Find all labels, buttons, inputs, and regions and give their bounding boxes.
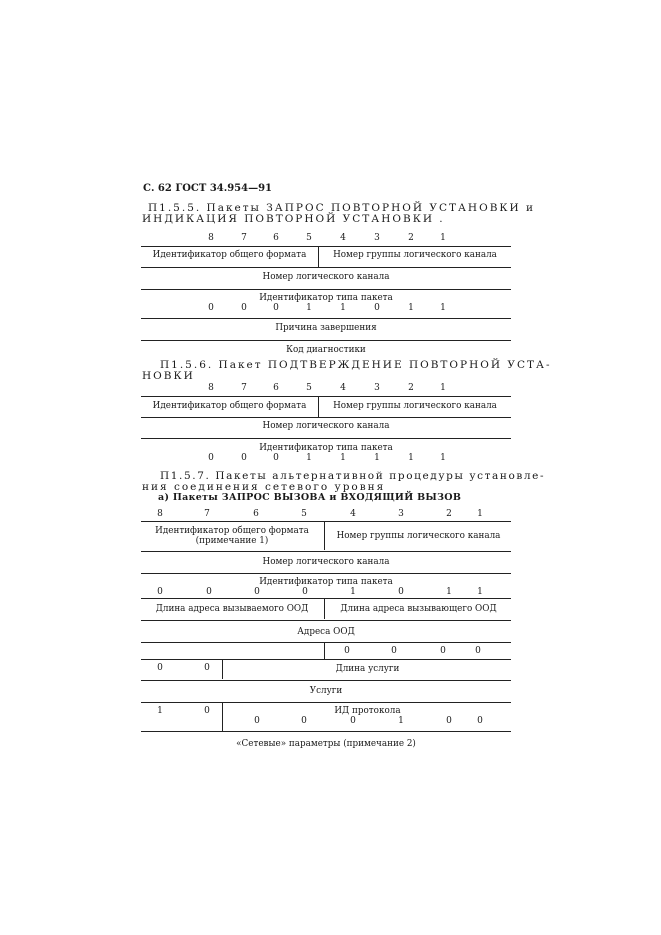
bit-4: 4 [350, 509, 356, 519]
bit-1: 1 [440, 233, 446, 243]
bit-2: 2 [408, 233, 414, 243]
bit-7: 7 [241, 383, 247, 393]
bit-value: 1 [398, 716, 404, 726]
rule [141, 289, 511, 290]
bit-5: 5 [306, 383, 312, 393]
section-1-5-6-title-line1: П1.5.6. Пакет ПОДТВЕРЖДЕНИЕ ПОВТОРНОЙ УСТА- [160, 359, 552, 371]
bit-value: 0 [350, 716, 356, 726]
bit-7: 7 [241, 233, 247, 243]
rule [141, 680, 511, 681]
lcn-label: Номер логического канала [262, 557, 390, 567]
rule [141, 620, 511, 621]
calling-address-length-label: Длина адреса вызывающего ООД [340, 604, 497, 614]
pti-label: Идентификатор типа пакета [259, 577, 393, 587]
bit-1: 1 [440, 383, 446, 393]
rule [141, 731, 511, 732]
bit-value: 0 [301, 716, 307, 726]
rule [141, 573, 511, 574]
bit-value: 0 [475, 646, 481, 656]
bit-value: 0 [477, 716, 483, 726]
bit-6: 6 [273, 383, 279, 393]
section-1-5-5-title-line2: ИНДИКАЦИЯ ПОВТОРНОЙ УСТАНОВКИ . [142, 213, 445, 225]
section-1-5-7-subtitle: а) Пакеты ЗАПРОС ВЫЗОВА и ВХОДЯЩИЙ ВЫЗОВ [158, 492, 462, 503]
field-divider [318, 397, 319, 417]
lcn-label: Номер логического канала [262, 272, 390, 282]
field-divider [324, 643, 325, 659]
bit-value: 0 [241, 303, 247, 313]
rule [141, 659, 511, 660]
pti-label: Идентификатор типа пакета [259, 293, 393, 303]
bit-value: 0 [374, 303, 380, 313]
bit-value: 0 [204, 663, 210, 673]
bit-value: 1 [340, 453, 346, 463]
bit-6: 6 [273, 233, 279, 243]
section-1-5-5-title-line1: П1.5.5. Пакеты ЗАПРОС ПОВТОРНОЙ УСТАНОВКИ и [148, 202, 536, 214]
bit-value: 1 [340, 303, 346, 313]
field-divider [318, 247, 319, 267]
section-1-5-6-title-line2: НОВКИ [142, 370, 195, 382]
bit-6: 6 [253, 509, 259, 519]
bit-value: 0 [398, 587, 404, 597]
bit-value: 0 [254, 587, 260, 597]
rule [141, 267, 511, 268]
gfi-label-line1: Идентификатор общего формата [155, 526, 309, 536]
gfi-label: Идентификатор общего формата [152, 401, 307, 411]
bit-value: 0 [446, 716, 452, 726]
bit-value: 0 [302, 587, 308, 597]
facilities-length-label: Длина услуги [335, 664, 400, 674]
bit-value: 0 [204, 706, 210, 716]
rule [141, 438, 511, 439]
bit-value: 1 [350, 587, 356, 597]
field-divider [222, 660, 223, 679]
rule [141, 642, 511, 643]
bit-value: 1 [306, 453, 312, 463]
rule [141, 521, 511, 522]
field-divider [324, 599, 325, 619]
bit-8: 8 [157, 509, 163, 519]
bit-value: 0 [254, 716, 260, 726]
bit-value: 1 [440, 303, 446, 313]
rule [141, 551, 511, 552]
bit-value: 1 [374, 453, 380, 463]
bit-value: 0 [273, 303, 279, 313]
bit-value: 1 [157, 706, 163, 716]
diag-label: Код диагностики [286, 345, 366, 355]
bit-1: 1 [477, 509, 483, 519]
bit-5: 5 [306, 233, 312, 243]
network-parameters-label: «Сетевые» параметры (примечание 2) [236, 739, 416, 749]
pti-label: Идентификатор типа пакета [259, 443, 393, 453]
dte-address-label: Адреса ООД [297, 627, 355, 637]
bit-value: 0 [440, 646, 446, 656]
bit-value: 1 [446, 587, 452, 597]
facilities-label: Услуги [309, 686, 343, 696]
rule [141, 396, 511, 397]
bit-5: 5 [301, 509, 307, 519]
bit-value: 1 [408, 303, 414, 313]
gfi-label: Идентификатор общего формата [152, 250, 307, 260]
field-divider [324, 522, 325, 550]
bit-8: 8 [208, 233, 214, 243]
bit-value: 0 [208, 453, 214, 463]
bit-value: 0 [273, 453, 279, 463]
called-address-length-label: Длина адреса вызываемого ООД [155, 604, 309, 614]
protocol-id-label: ИД протокола [334, 706, 401, 716]
page-header: С. 62 ГОСТ 34.954—91 [143, 183, 273, 194]
field-divider [222, 703, 223, 731]
bit-4: 4 [340, 383, 346, 393]
rule [141, 246, 511, 247]
section-1-5-7-title-line2: ния соединения сетевого уровня [142, 481, 386, 493]
rule [141, 417, 511, 418]
rule [141, 318, 511, 319]
lcg-label: Номер группы логического канала [333, 401, 497, 411]
lcg-label: Номер группы логического канала [333, 250, 497, 260]
bit-value: 0 [157, 587, 163, 597]
bit-value: 1 [477, 587, 483, 597]
rule [141, 598, 511, 599]
bit-value: 0 [344, 646, 350, 656]
bit-value: 0 [206, 587, 212, 597]
bit-value: 0 [391, 646, 397, 656]
bit-value: 1 [440, 453, 446, 463]
bit-value: 0 [241, 453, 247, 463]
bit-3: 3 [374, 383, 380, 393]
bit-3: 3 [398, 509, 404, 519]
rule [141, 702, 511, 703]
cause-label: Причина завершения [275, 323, 377, 333]
bit-4: 4 [340, 233, 346, 243]
bit-value: 1 [306, 303, 312, 313]
bit-value: 0 [208, 303, 214, 313]
bit-7: 7 [204, 509, 210, 519]
bit-value: 0 [157, 663, 163, 673]
gfi-label-line2: (примечание 1) [195, 536, 269, 546]
rule [141, 340, 511, 341]
lcg-label: Номер группы логического канала [336, 531, 501, 541]
bit-8: 8 [208, 383, 214, 393]
lcn-label: Номер логического канала [262, 421, 390, 431]
section-1-5-7-title-line1: П1.5.7. Пакеты альтернативной процедуры установле- [160, 470, 546, 482]
bit-2: 2 [446, 509, 452, 519]
bit-2: 2 [408, 383, 414, 393]
bit-value: 1 [408, 453, 414, 463]
bit-3: 3 [374, 233, 380, 243]
